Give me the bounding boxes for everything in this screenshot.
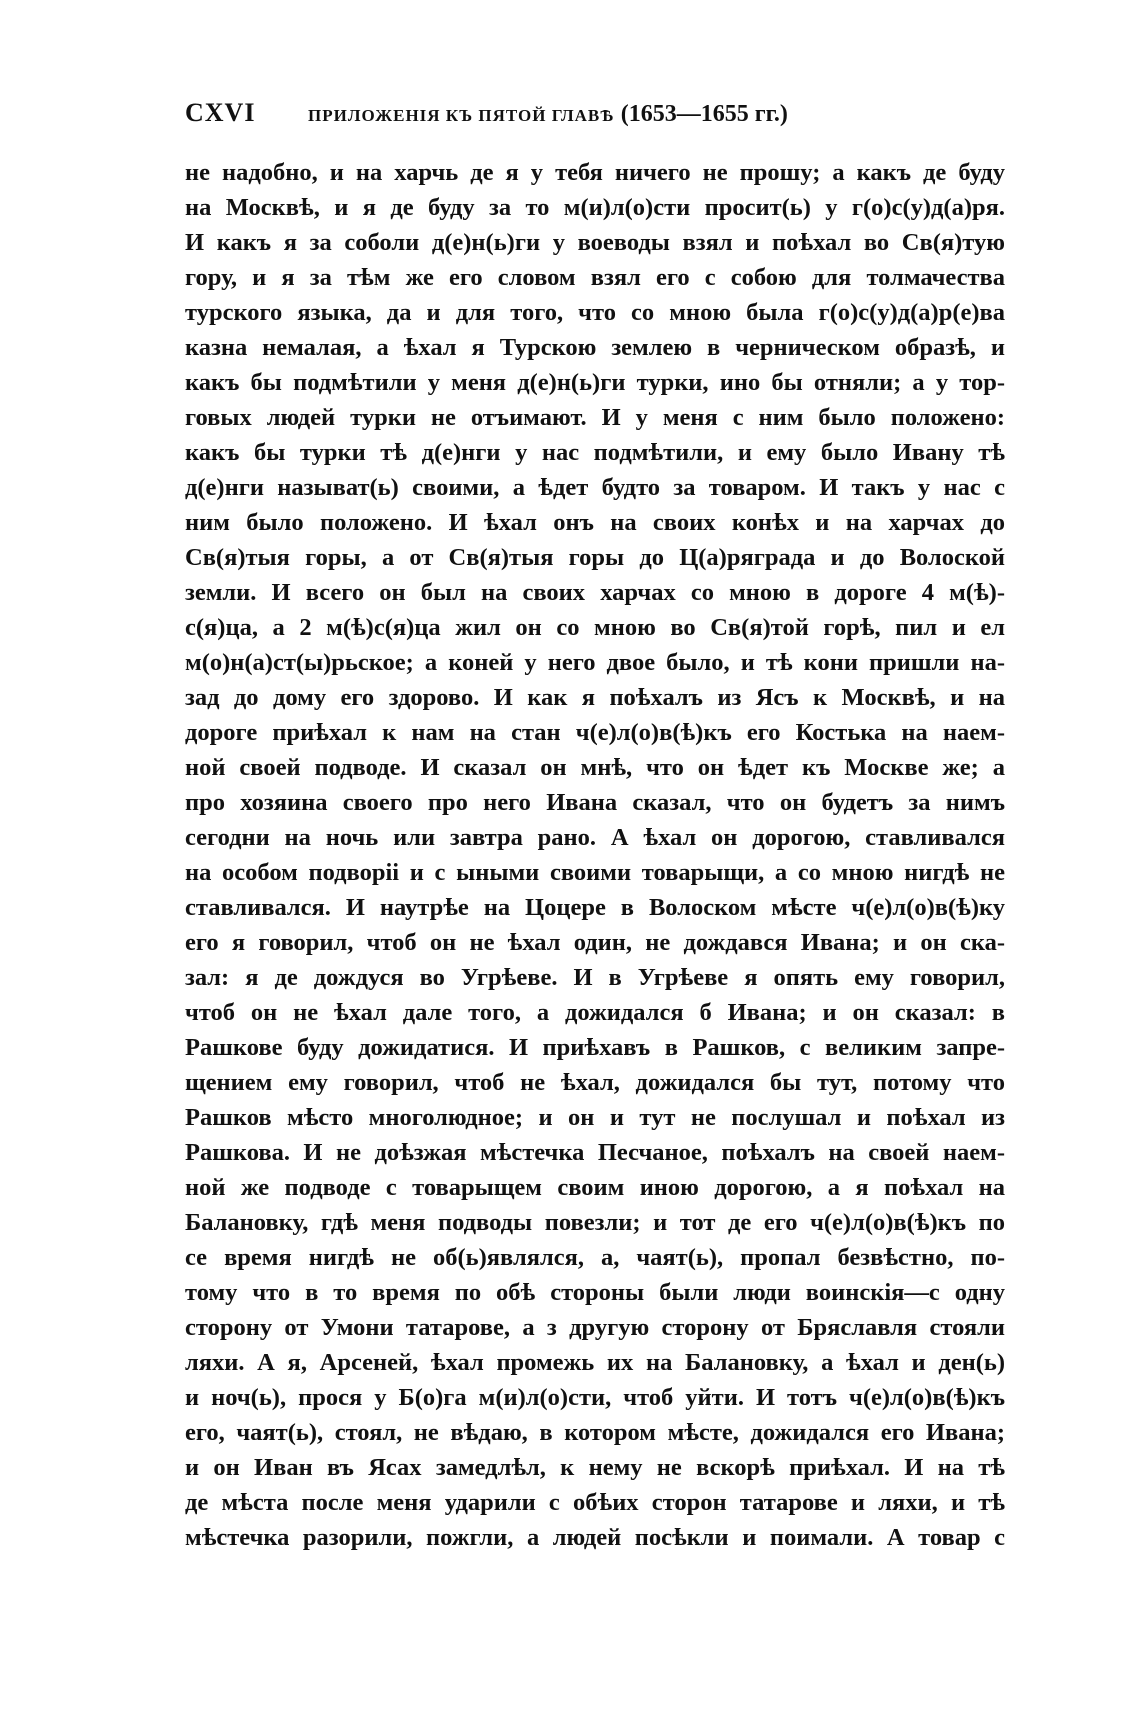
text-line: дороге приѣхал к нам на стан ч(е)л(о)в(ѣ)къ его Костька на наем- [185,719,1005,746]
text-line: с(я)ца, а 2 м(ѣ)с(я)ца жил он со мною во Св(я)той горѣ, пил и ел [185,614,1005,641]
text-line: зал: я де дождуся во Угрѣеве. И в Угрѣеве я опять ему говорил, [185,964,1005,991]
text-line: и ноч(ь), прося у Б(о)га м(и)л(о)сти, чтоб уйти. И тотъ ч(е)л(о)в(ѣ)къ [185,1384,1005,1411]
text-line: мѣстечка разорили, пожгли, а людей посѣкли и поимали. А товар с [185,1524,1005,1551]
text-line: Св(я)тыя горы, а от Св(я)тыя горы до Ц(а)ряграда и до Волоской [185,544,1005,571]
text-line: ляхи. А я, Арсеней, ѣхал промежь их на Балановку, а ѣхал и ден(ь) [185,1349,1005,1376]
text-line: щением ему говорил, чтоб не ѣхал, дожидался бы тут, потому что [185,1069,1005,1096]
text-line: на особом подворіі и с ыными своими товарыщи, а со мною нигдѣ не [185,859,1005,886]
text-line: зад до дому его здорово. И как я поѣхалъ из Ясъ к Москвѣ, и на [185,684,1005,711]
text-line: сторону от Умони татарове, а з другую сторону от Бряславля стояли [185,1314,1005,1341]
text-line: Рашкове буду дожидатися. И приѣхавъ в Рашков, с великим запре- [185,1034,1005,1061]
text-line: ной своей подводе. И сказал он мнѣ, что он ѣдет къ Москве же; а [185,754,1005,781]
text-line: земли. И всего он был на своих харчах со мною в дороге 4 м(ѣ)- [185,579,1005,606]
text-line: на Москвѣ, и я де буду за то м(и)л(о)сти просит(ь) у г(о)с(у)д(а)ря. [185,194,1005,221]
text-line: ним было положено. И ѣхал онъ на своих конѣх и на харчах до [185,509,1005,536]
text-line: его я говорил, чтоб он не ѣхал один, не дождався Ивана; и он ска- [185,929,1005,956]
running-title-text: ПРИЛОЖЕНІЯ КЪ ПЯТОЙ ГЛАВѢ [308,106,615,125]
page-header [185,95,1005,131]
text-line: Рашкова. И не доѣзжая мѣстечка Песчаное, поѣхалъ на своей наем- [185,1139,1005,1166]
running-title-years: (1653—1655 гг.) [620,101,788,127]
text-line: ставливался. И наутрѣе на Цоцере в Волоском мѣсте ч(е)л(о)в(ѣ)ку [185,894,1005,921]
text-line: Балановку, гдѣ меня подводы повезли; и тот де его ч(е)л(о)в(ѣ)къ по [185,1209,1005,1236]
page-folio: CXVI [185,98,256,127]
text-line: и он Иван въ Ясах замедлѣл, к нему не вскорѣ приѣхал. И на тѣ [185,1454,1005,1481]
text-line: д(е)нги называт(ь) своими, а ѣдет будто за товаром. И такъ у нас с [185,474,1005,501]
text-line: тому что в то время по обѣ стороны были люди воинскія—с одну [185,1279,1005,1306]
text-line: турского языка, да и для того, что со мною была г(о)с(у)д(а)р(е)ва [185,299,1005,326]
text-line: не надобно, и на харчь де я у тебя ничего не прошу; а какъ де буду [185,159,1005,186]
running-title [308,95,788,134]
text-line: се время нигдѣ не об(ь)являлся, а, чаят(ь), пропал безвѣстно, по- [185,1244,1005,1271]
body-text [185,155,1005,1555]
text-line: какъ бы подмѣтили у меня д(е)н(ь)ги турки, ино бы отняли; а у тор- [185,369,1005,396]
text-line: Рашков мѣсто многолюдное; и он и тут не послушал и поѣхал из [185,1104,1005,1131]
text-line: его, чаят(ь), стоял, не вѣдаю, в котором мѣсте, дожидался его Ивана; [185,1419,1005,1446]
text-line: казна немалая, а ѣхал я Турскою землею в черническом образѣ, и [185,334,1005,361]
text-line: какъ бы турки тѣ д(е)нги у нас подмѣтили, и ему было Ивану тѣ [185,439,1005,466]
text-line: чтоб он не ѣхал дале того, а дожидался б Ивана; и он сказал: в [185,999,1005,1026]
text-line: м(о)н(а)ст(ы)рьское; а коней у него двое было, и тѣ кони пришли на- [185,649,1005,676]
text-line: де мѣста после меня ударили с обѣих сторон татарове и ляхи, и тѣ [185,1489,1005,1516]
text-line: говых людей турки не отъимают. И у меня с ним было положено: [185,404,1005,431]
text-line: сегодни на ночь или завтра рано. А ѣхал он дорогою, ставливался [185,824,1005,851]
text-line: ной же подводе с товарыщем своим иною дорогою, а я поѣхал на [185,1174,1005,1201]
text-line: про хозяина своего про него Ивана сказал, что он будетъ за нимъ [185,789,1005,816]
text-line: И какъ я за соболи д(е)н(ь)ги у воеводы взял и поѣхал во Св(я)тую [185,229,1005,256]
text-line: гору, и я за тѣм же его словом взял его с собою для толмачества [185,264,1005,291]
